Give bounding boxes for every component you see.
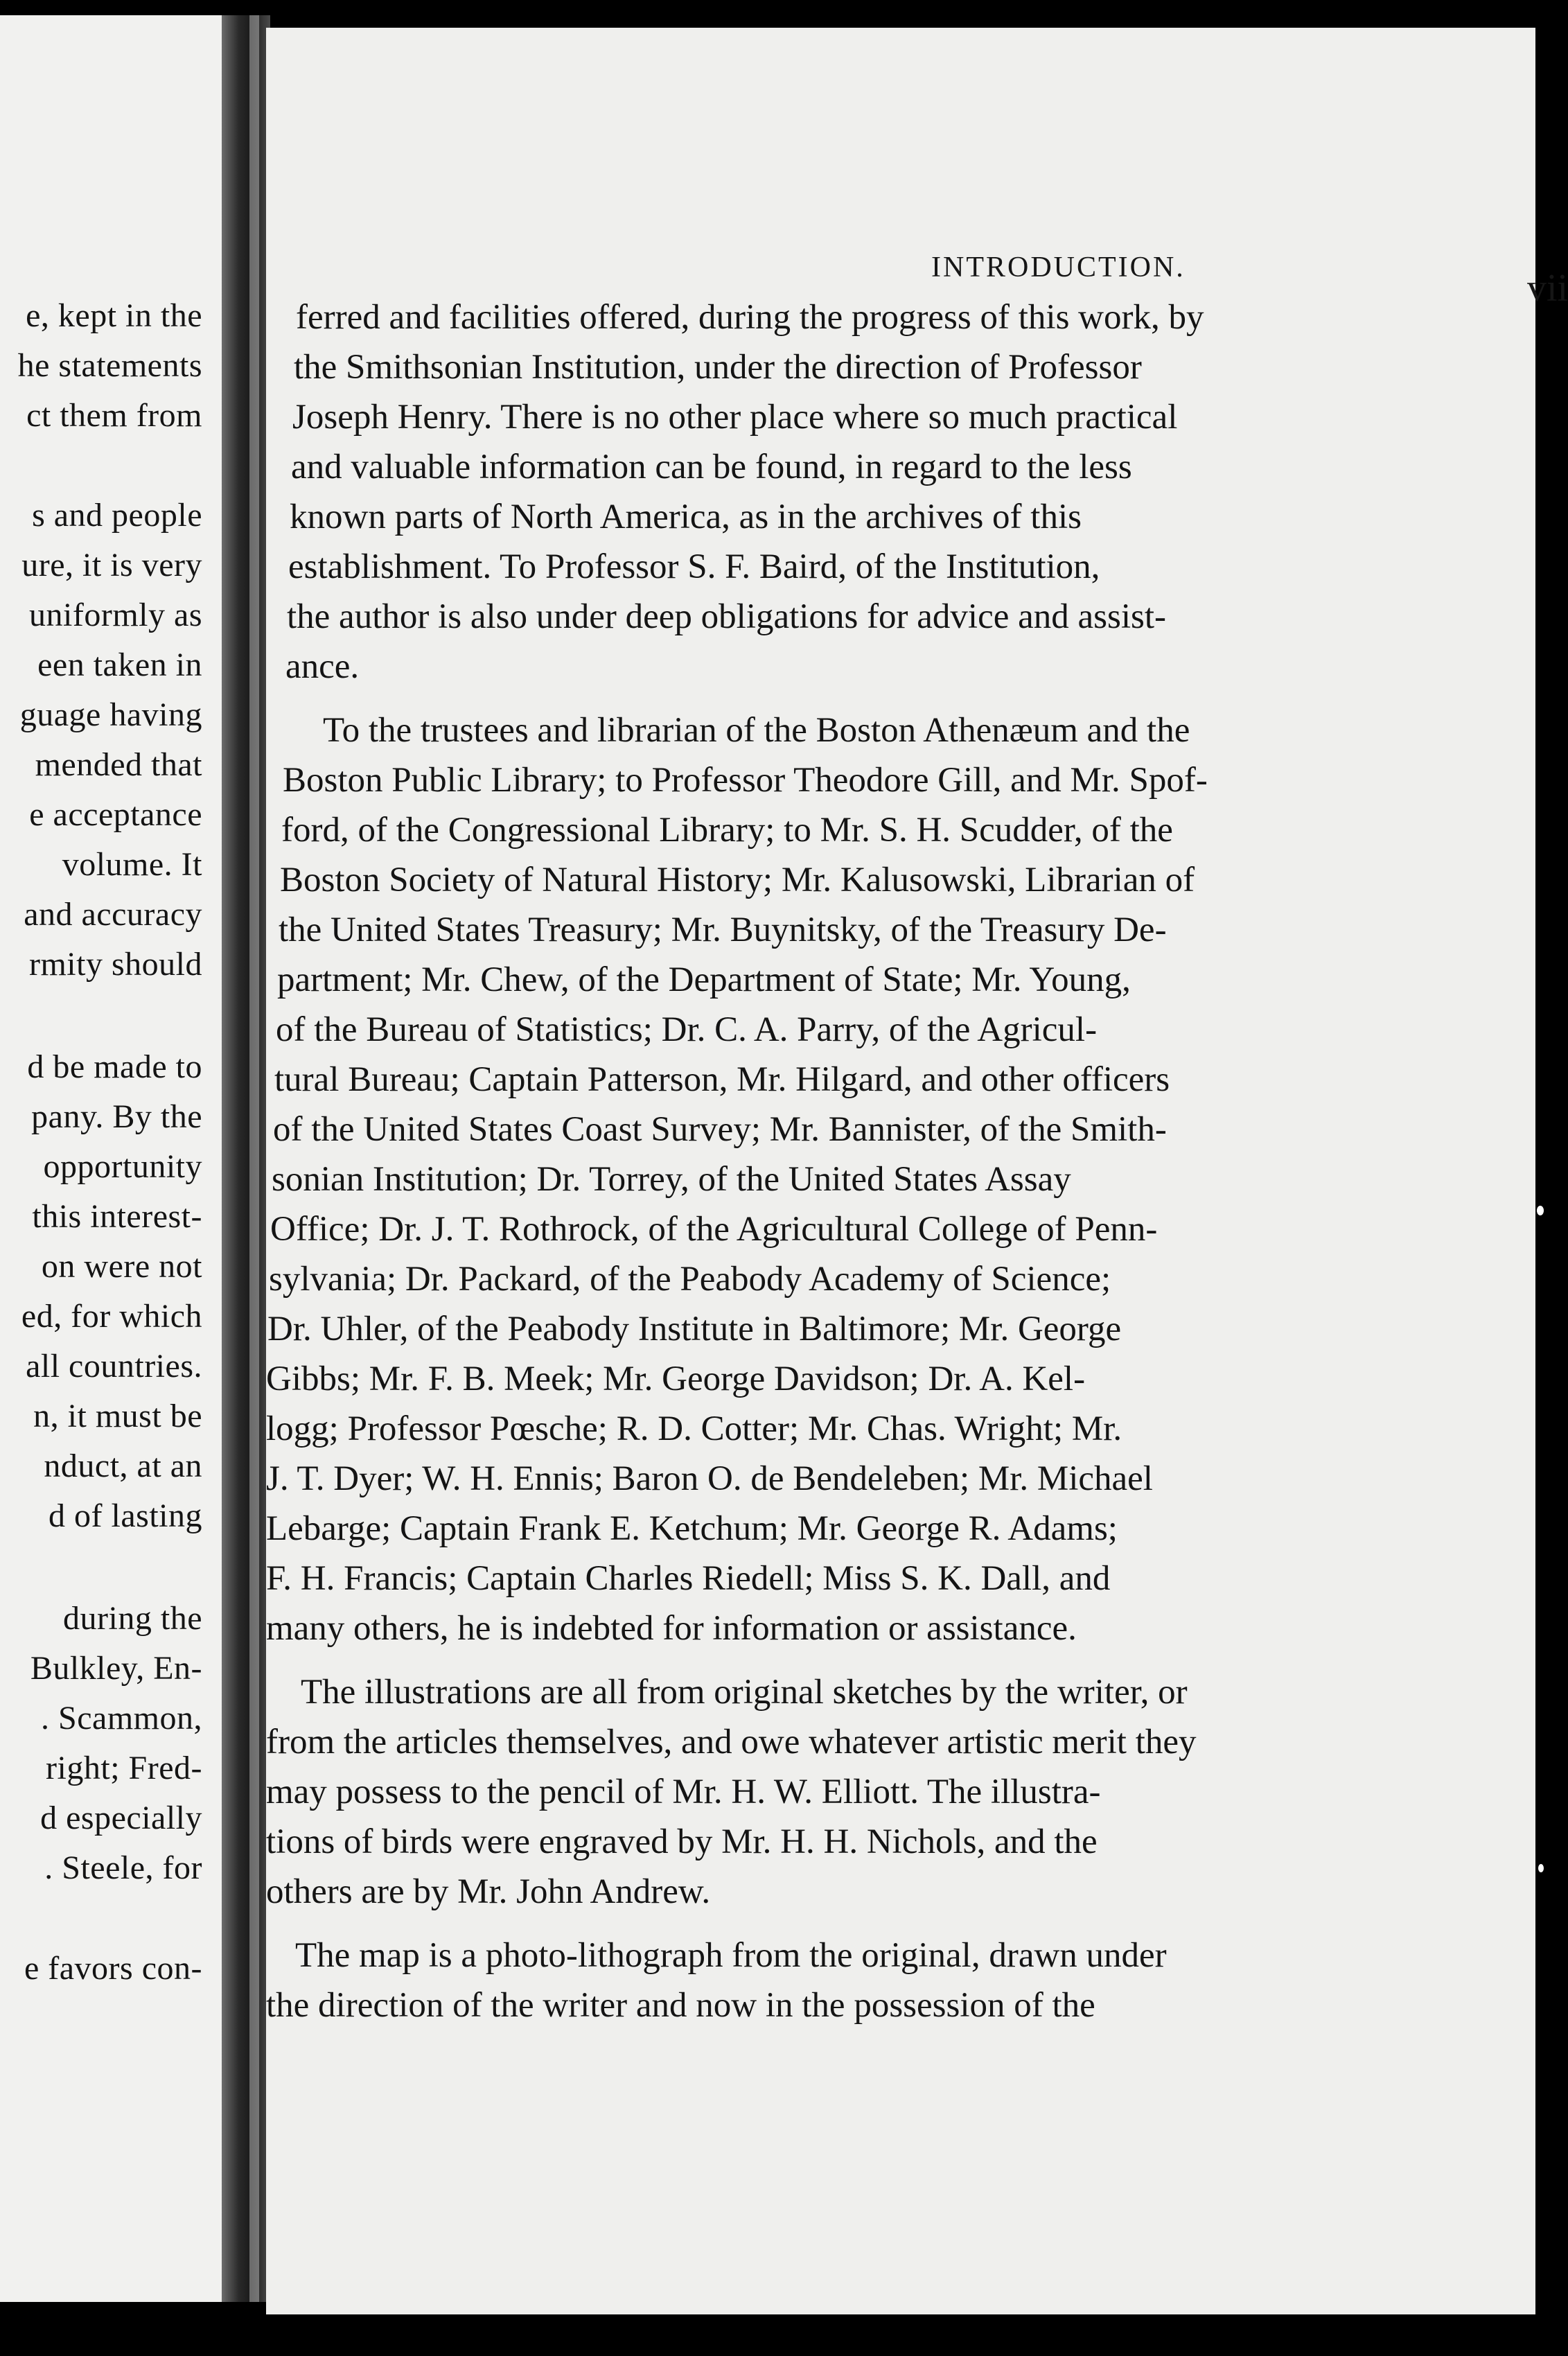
body-line: others are by Mr. John Andrew. bbox=[266, 1872, 711, 1911]
gutter-highlight bbox=[249, 15, 259, 2302]
body-line: F. H. Francis; Captain Charles Riedell; Miss S. K. Dall, and bbox=[266, 1559, 1111, 1598]
body-line: To the trustees and librarian of the Boston Athenæum and the bbox=[323, 711, 1190, 750]
left-page-line: e acceptance bbox=[29, 796, 202, 833]
body-line: Boston Public Library; to Professor Theodore Gill, and Mr. Spof- bbox=[283, 761, 1208, 800]
body-line: sonian Institution; Dr. Torrey, of the United States Assay bbox=[272, 1160, 1071, 1199]
left-page-line: ed, for which bbox=[21, 1298, 202, 1335]
left-page-line: nduct, at an bbox=[44, 1448, 202, 1484]
left-page-line: volume. It bbox=[62, 846, 202, 883]
left-page-line: Bulkley, En- bbox=[30, 1650, 202, 1687]
body-line: may possess to the pencil of Mr. H. W. Elliott. The illustra- bbox=[266, 1773, 1101, 1811]
left-page-line: d of lasting bbox=[49, 1497, 202, 1534]
left-page-line: this interest- bbox=[32, 1198, 202, 1235]
body-line: Dr. Uhler, of the Peabody Institute in Baltimore; Mr. George bbox=[267, 1310, 1122, 1348]
body-line: tural Bureau; Captain Patterson, Mr. Hilgard, and other officers bbox=[274, 1060, 1170, 1099]
body-line: known parts of North America, as in the archives of this bbox=[290, 498, 1082, 536]
main-page bbox=[266, 28, 1568, 2314]
left-page-line: e, kept in the bbox=[26, 297, 202, 334]
left-page-line: mended that bbox=[35, 746, 202, 783]
body-line: Lebarge; Captain Frank E. Ketchum; Mr. George R. Adams; bbox=[266, 1509, 1118, 1548]
body-line: Boston Society of Natural History; Mr. Kalusowski, Librarian of bbox=[280, 861, 1195, 899]
body-line: establishment. To Professor S. F. Baird, of the Institution, bbox=[288, 547, 1100, 586]
left-page-line: s and people bbox=[32, 497, 202, 534]
left-page-line: e favors con- bbox=[24, 1950, 202, 1987]
body-line: and valuable information can be found, in regard to the less bbox=[291, 448, 1132, 486]
body-line: The illustrations are all from original sketches by the writer, or bbox=[301, 1673, 1188, 1712]
previous-page-fragment bbox=[0, 15, 222, 2302]
left-page-line: on were not bbox=[41, 1248, 202, 1285]
body-line: sylvania; Dr. Packard, of the Peabody Academy of Science; bbox=[269, 1260, 1111, 1299]
left-page-line: during the bbox=[63, 1600, 202, 1637]
body-line: ford, of the Congressional Library; to Mr. S. H. Scudder, of the bbox=[281, 811, 1173, 850]
body-line: Gibbs; Mr. F. B. Meek; Mr. George Davidson; Dr. A. Kel- bbox=[266, 1360, 1086, 1398]
body-line: of the Bureau of Statistics; Dr. C. A. Parry, of the Agricul- bbox=[276, 1010, 1098, 1049]
body-line: The map is a photo-lithograph from the original, drawn under bbox=[295, 1936, 1167, 1975]
body-line: ferred and facilities offered, during the progress of this work, by bbox=[296, 298, 1204, 337]
body-line: tions of birds were engraved by Mr. H. H. Nichols, and the bbox=[266, 1822, 1098, 1861]
left-page-line: and accuracy bbox=[24, 896, 202, 933]
body-line: Joseph Henry. There is no other place where so much practical bbox=[292, 398, 1178, 437]
book-gutter-shadow bbox=[222, 15, 270, 2302]
body-line: logg; Professor Pœsche; R. D. Cotter; Mr. Chas. Wright; Mr. bbox=[266, 1409, 1122, 1448]
body-line: the Smithsonian Institution, under the direction of Professor bbox=[294, 348, 1142, 387]
left-page-line: . Scammon, bbox=[41, 1700, 202, 1737]
left-page-line: pany. By the bbox=[31, 1098, 202, 1135]
left-page-line: ure, it is very bbox=[21, 547, 202, 583]
scan-speck bbox=[1538, 1864, 1544, 1872]
body-line: ance. bbox=[285, 647, 360, 686]
running-head: INTRODUCTION. bbox=[931, 252, 1186, 283]
left-page-line: right; Fred- bbox=[46, 1750, 202, 1786]
body-line: Office; Dr. J. T. Rothrock, of the Agricultural College of Penn- bbox=[270, 1210, 1158, 1249]
left-page-line: guage having bbox=[19, 696, 202, 733]
body-line: the United States Treasury; Mr. Buynitsky, of the Treasury De- bbox=[279, 911, 1167, 949]
page-number: vii bbox=[1527, 267, 1568, 310]
left-page-line: opportunity bbox=[43, 1148, 202, 1185]
left-page-line: d be made to bbox=[27, 1048, 202, 1085]
body-line: J. T. Dyer; W. H. Ennis; Baron O. de Bendeleben; Mr. Michael bbox=[266, 1459, 1153, 1498]
left-page-line: he statements bbox=[17, 347, 202, 384]
scan-speck bbox=[1537, 1206, 1544, 1215]
body-line: the direction of the writer and now in the possession of the bbox=[266, 1986, 1095, 2025]
left-page-line: d especially bbox=[40, 1800, 202, 1836]
left-page-line: ct them from bbox=[26, 397, 202, 434]
body-line: from the articles themselves, and owe whatever artistic merit they bbox=[266, 1723, 1197, 1761]
left-page-line: n, it must be bbox=[33, 1398, 202, 1434]
left-page-line: rmity should bbox=[28, 946, 202, 983]
left-page-line: all countries. bbox=[26, 1348, 202, 1384]
left-page-line: een taken in bbox=[37, 647, 202, 683]
left-page-line: uniformly as bbox=[29, 597, 202, 633]
body-line: of the United States Coast Survey; Mr. Bannister, of the Smith- bbox=[273, 1110, 1167, 1149]
body-line: the author is also under deep obligations for advice and assist- bbox=[287, 597, 1166, 636]
body-line: many others, he is indebted for information or assistance. bbox=[266, 1609, 1077, 1648]
body-line: partment; Mr. Chew, of the Department of State; Mr. Young, bbox=[277, 960, 1131, 999]
left-page-line: . Steele, for bbox=[44, 1849, 202, 1886]
